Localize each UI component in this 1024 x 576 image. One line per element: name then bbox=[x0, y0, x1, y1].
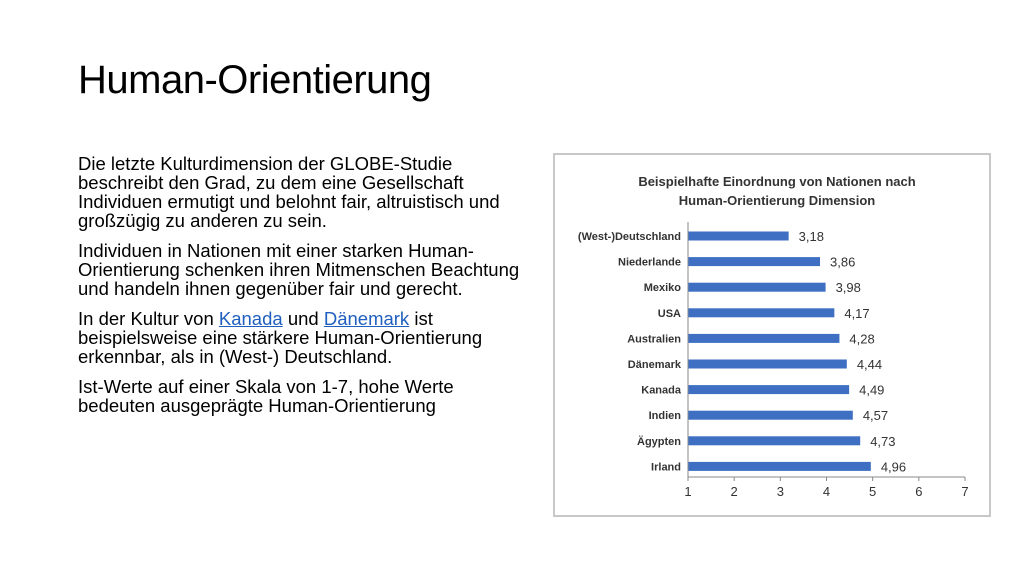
kanada-link[interactable]: Kanada bbox=[218, 308, 283, 329]
data-label: 4,57 bbox=[862, 408, 889, 424]
data-label: 3,18 bbox=[798, 229, 824, 244]
category-label: Ägypten bbox=[637, 435, 681, 448]
bar bbox=[688, 232, 789, 241]
x-tick-label: 1 bbox=[684, 484, 692, 499]
category-label: Kanada bbox=[641, 384, 681, 397]
bar bbox=[688, 436, 860, 445]
bar bbox=[688, 283, 826, 292]
x-tick-label: 2 bbox=[730, 484, 738, 499]
paragraph-3 bbox=[78, 309, 528, 366]
slide-title: Human-Orientierung bbox=[78, 58, 432, 102]
data-label: 3,86 bbox=[830, 254, 856, 270]
category-label: Niederlande bbox=[618, 256, 681, 269]
bar bbox=[688, 385, 849, 394]
chart-title-line-1: Beispielhafte Einordnung von Nationen nach bbox=[638, 174, 916, 189]
x-tick-label: 3 bbox=[776, 484, 784, 499]
chart-title-line-2: Human-Orientierung Dimension bbox=[678, 193, 876, 208]
category-label: Irland bbox=[651, 461, 681, 474]
category-label: Australien bbox=[627, 333, 681, 346]
x-tick-label: 7 bbox=[961, 484, 969, 499]
chart-frame bbox=[553, 153, 991, 517]
data-label: 4,28 bbox=[849, 331, 875, 347]
bar bbox=[688, 411, 853, 420]
paragraph-3-suffix: ist beispielsweise eine stärkere Human-Orientierung erkennbar, als in (West-) Deutschland. bbox=[78, 308, 483, 367]
bar bbox=[688, 334, 839, 343]
paragraph-1: Die letzte Kulturdimension der GLOBE-Studie beschreibt den Grad, zu dem eine Gesellschaft Individuen ermutigt und belohnt fair, altruistisch und großzügig zu anderen zu sein. bbox=[78, 153, 500, 231]
paragraph-2: Individuen in Nationen mit einer starken Human-Orientierung schenken ihren Mitmenschen Beachtung und handeln ihnen gegenüber fair und gerecht. bbox=[78, 240, 520, 299]
category-label: Dänemark bbox=[627, 359, 681, 371]
bar-chart bbox=[555, 155, 989, 515]
paragraph-4: Ist-Werte auf einer Skala von 1-7, hohe Werte bedeuten ausgeprägte Human-Orientierung bbox=[78, 376, 454, 416]
category-label: Mexiko bbox=[643, 282, 681, 295]
daenemark-link[interactable]: Dänemark bbox=[323, 308, 410, 329]
category-label: Indien bbox=[648, 410, 681, 423]
bar bbox=[688, 257, 820, 266]
body-text bbox=[78, 154, 528, 426]
bar bbox=[688, 360, 847, 369]
x-tick-label: 4 bbox=[822, 484, 831, 499]
category-label: (West-)Deutschland bbox=[577, 231, 681, 243]
paragraph-3-prefix: In der Kultur von bbox=[78, 308, 219, 329]
paragraph-3-middle: und bbox=[282, 308, 324, 329]
data-label: 4,44 bbox=[856, 357, 883, 372]
x-tick-label: 6 bbox=[915, 484, 923, 499]
x-tick-label: 5 bbox=[869, 484, 877, 499]
bar bbox=[688, 308, 834, 317]
category-label: USA bbox=[657, 307, 681, 320]
data-label: 4,49 bbox=[859, 382, 885, 398]
data-label: 4,73 bbox=[870, 433, 896, 449]
data-label: 4,96 bbox=[880, 459, 907, 475]
bar bbox=[688, 462, 871, 471]
data-label: 4,17 bbox=[844, 305, 870, 321]
data-label: 3,98 bbox=[835, 280, 861, 296]
